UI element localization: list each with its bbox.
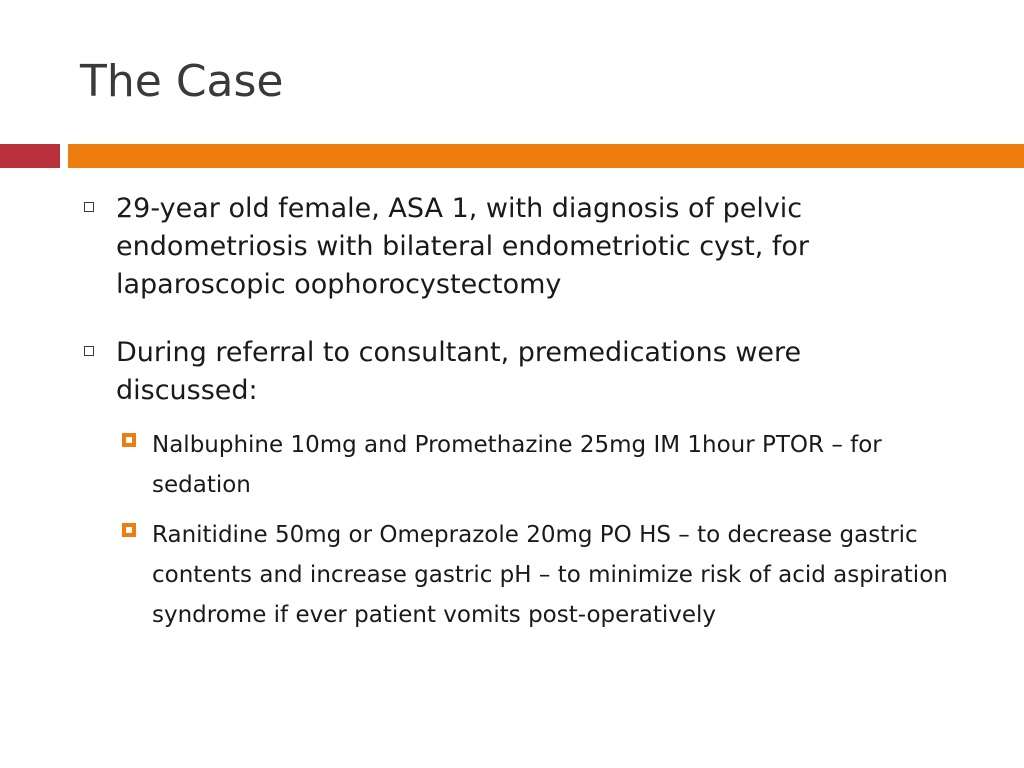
bullet-text-2: During referral to consultant, premedications were discussed: <box>116 337 802 406</box>
hollow-square-icon <box>84 202 94 212</box>
slide-title: The Case <box>80 56 284 107</box>
bullet-text-1: 29-year old female, ASA 1, with diagnosis of pelvic endometriosis with bilateral endometriotic cyst, for laparoscopic oophorocystectomy <box>116 193 809 300</box>
hollow-square-icon <box>84 346 94 356</box>
filled-square-icon <box>122 433 136 447</box>
sub-bullet-text-1: Nalbuphine 10mg and Promethazine 25mg IM 1hour PTOR – for sedation <box>152 432 882 498</box>
filled-square-icon <box>122 523 136 537</box>
sub-bullet-text-2: Ranitidine 50mg or Omeprazole 20mg PO HS – to decrease gastric contents and increase gastric pH – to minimize risk of acid aspiration syndrome if ever patient vomits post-operatively <box>152 522 948 628</box>
